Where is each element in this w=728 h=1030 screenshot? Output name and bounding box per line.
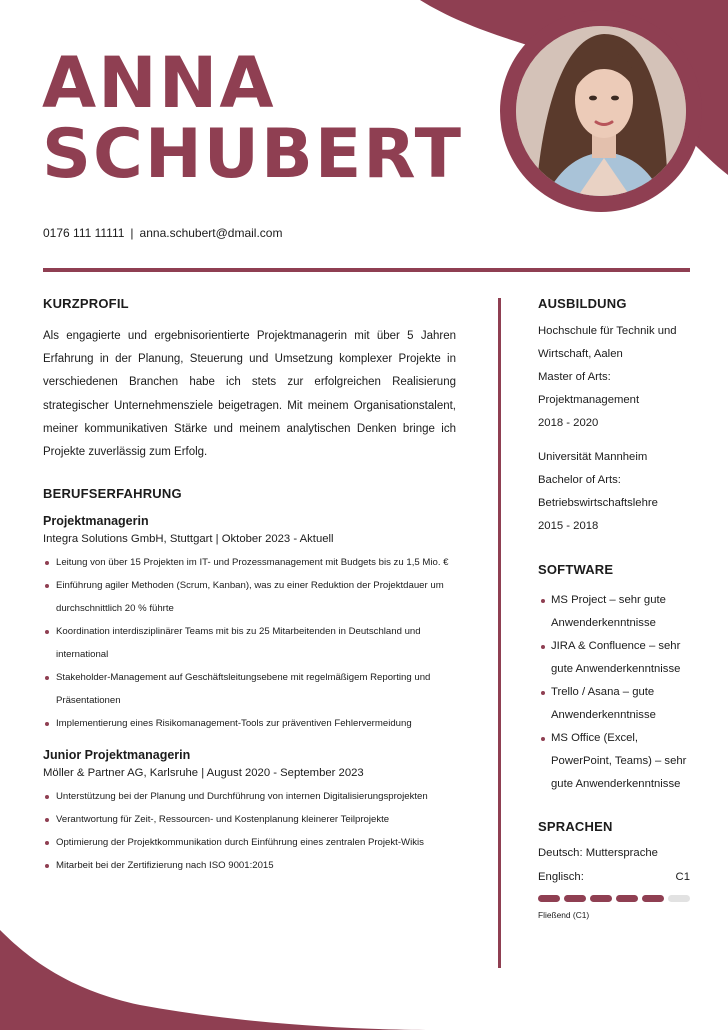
right-column (538, 296, 693, 920)
education-entry (538, 446, 693, 538)
software-item: MS Office (Excel, PowerPoint, Teams) – sehr gute Anwenderkenntnisse (538, 727, 693, 796)
job-bullet: Verantwortung für Zeit-, Ressourcen- und Kostenplanung kleinerer Teilprojekte (43, 808, 456, 831)
education-degree: Bachelor of Arts: Betriebswirtschaftslehre (538, 474, 658, 509)
education-years: 2018 - 2020 (538, 417, 599, 429)
left-column (43, 296, 456, 877)
skill-bar-segment (616, 895, 638, 902)
skill-bar-segment (590, 895, 612, 902)
education-entry (538, 320, 693, 435)
skill-bar-segment (642, 895, 664, 902)
languages-heading: SPRACHEN (538, 819, 613, 834)
job-company: Integra Solutions GmbH, Stuttgart | Oktober 2023 - Aktuell (43, 533, 334, 546)
education-school: Hochschule für Technik und Wirtschaft, Aalen (538, 325, 677, 360)
language-english-level: C1 (675, 871, 690, 883)
profile-photo (516, 26, 686, 196)
job-bullets (43, 551, 456, 735)
contact-line (43, 226, 282, 240)
job-entry (43, 514, 456, 735)
language-english-label: Englisch: (538, 871, 584, 883)
job-bullet: Leitung von über 15 Projekten im IT- und Prozessmanagement mit Budgets bis zu 1,5 Mio. € (43, 551, 456, 574)
job-title: Projektmanagerin (43, 514, 149, 529)
software-item: MS Project – sehr gute Anwenderkenntnisse (538, 589, 693, 635)
job-bullet: Koordination interdisziplinärer Teams mit bis zu 25 Mitarbeitenden in Deutschland und international (43, 620, 456, 666)
skill-bar-segment (668, 895, 690, 902)
education-school: Universität Mannheim (538, 451, 648, 463)
first-name: ANNA (42, 42, 276, 124)
experience-heading: BERUFSERFAHRUNG (43, 486, 182, 502)
job-bullets (43, 785, 456, 877)
skill-bar-segment (538, 895, 560, 902)
language-english-row (538, 871, 690, 883)
profile-heading: KURZPROFIL (43, 296, 129, 311)
contact-separator: | (130, 226, 134, 240)
last-name: SCHUBERT (42, 115, 463, 194)
header-divider (43, 268, 690, 272)
job-company: Möller & Partner AG, Karlsruhe | August 2020 - September 2023 (43, 767, 364, 780)
education-years: 2015 - 2018 (538, 520, 599, 532)
language-native: Deutsch: Muttersprache (538, 847, 658, 859)
software-heading: SOFTWARE (538, 562, 614, 577)
language-skill-bar (538, 895, 690, 902)
language-english-note: Fließend (C1) (538, 910, 590, 920)
email-address: anna.schubert@dmail.com (139, 226, 283, 240)
education-heading: AUSBILDUNG (538, 296, 627, 311)
software-list (538, 589, 693, 796)
phone-number: 0176 111 11111 (43, 226, 125, 240)
education-degree: Master of Arts: Projektmanagement (538, 371, 640, 406)
bottom-left-wave (0, 930, 440, 1030)
job-bullet: Einführung agiler Methoden (Scrum, Kanban), was zu einer Reduktion der Projektdauer um durchschnittlich 20 % führte (43, 574, 456, 620)
job-bullet: Stakeholder-Management auf Geschäftsleitungsebene mit regelmäßigem Reporting und Präsentationen (43, 666, 456, 712)
job-bullet: Optimierung der Projektkommunikation durch Einführung eines zentralen Projekt-Wikis (43, 831, 456, 854)
job-entry (43, 748, 456, 877)
job-title: Junior Projektmanagerin (43, 748, 191, 763)
job-bullet: Mitarbeit bei der Zertifizierung nach ISO 9001:2015 (43, 854, 456, 877)
software-item: Trello / Asana – gute Anwenderkenntnisse (538, 681, 693, 727)
job-bullet: Unterstützung bei der Planung und Durchführung von internen Digitalisierungsprojekten (43, 785, 456, 808)
software-item: JIRA & Confluence – sehr gute Anwenderkenntnisse (538, 635, 693, 681)
job-bullet: Implementierung eines Risikomanagement-Tools zur präventiven Fehlervermeidung (43, 712, 456, 735)
profile-text: Als engagierte und ergebnisorientierte Projektmanagerin mit über 5 Jahren Erfahrung in der Planung, Steuerung und Umsetzung komplexer Projekte in verschiedenen Branchen habe ich stets zur erfolgreichen Realisierung strategischer Unternehmensziele beigetragen. Mit meinem Organisationstalent, meiner kommunikativen Stärke und meinem analytischen Denken bringe ich Projekte zuverlässig zum Erfolg. (43, 330, 456, 459)
column-divider (498, 298, 501, 968)
skill-bar-segment (564, 895, 586, 902)
